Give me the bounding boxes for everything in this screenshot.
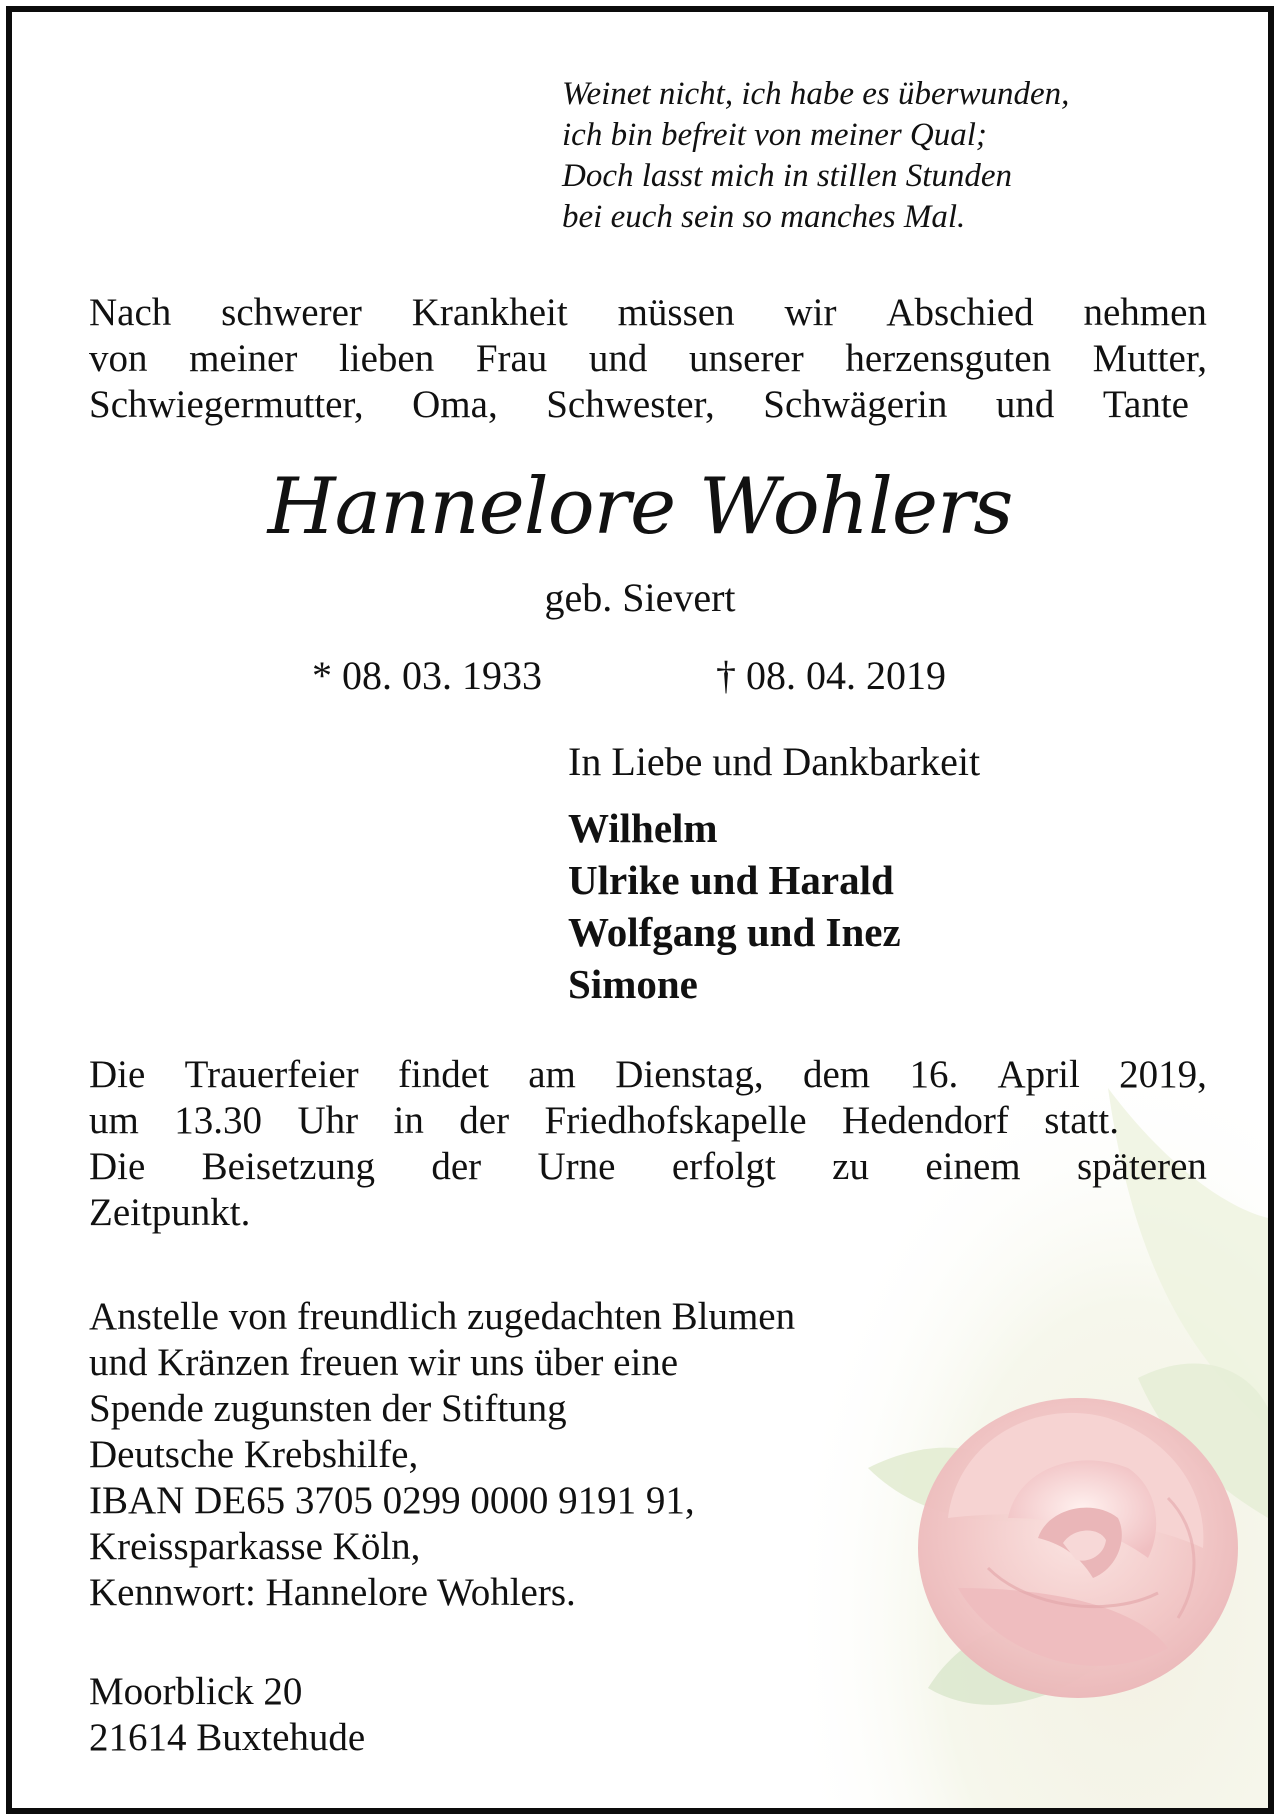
word: um: [89, 1099, 139, 1142]
word: Hedendorf: [842, 1099, 1009, 1142]
mourner-name: Simone: [568, 961, 698, 1007]
address-city: 21614 Buxtehude: [89, 1716, 366, 1759]
word: einem: [925, 1145, 1021, 1188]
word: der: [431, 1145, 482, 1188]
word: Zeitpunkt.: [89, 1191, 251, 1234]
mourners-intro: In Liebe und Dankbarkeit: [568, 739, 981, 784]
poem-line: bei euch sein so manches Mal.: [562, 199, 966, 235]
intro-text: [89, 290, 1207, 428]
word: dem: [802, 1053, 871, 1096]
word: 16.: [909, 1053, 959, 1096]
word: von: [89, 337, 148, 380]
word: Uhr: [297, 1099, 359, 1142]
word: nehmen: [1083, 291, 1207, 334]
poem-line: ich bin befreit von meiner Qual;: [562, 117, 987, 153]
death-date: † 08. 04. 2019: [716, 653, 946, 698]
word: Die: [89, 1053, 146, 1096]
mourner-name: Ulrike und Harald: [568, 857, 894, 903]
deceased-name: Hannelore Wohlers: [267, 462, 1013, 552]
donation-line: und Kränzen freuen wir uns über eine: [89, 1341, 679, 1384]
word: Friedhofskapelle: [544, 1099, 807, 1142]
word: schwerer: [221, 291, 362, 334]
donation-line: Deutsche Krebshilfe,: [89, 1433, 419, 1476]
word: findet: [397, 1053, 489, 1096]
address: [89, 1669, 365, 1761]
word: Oma,: [412, 383, 498, 426]
funeral-line: [89, 1144, 1207, 1190]
word: und: [588, 337, 648, 380]
word: Schwiegermutter,: [89, 383, 364, 426]
word: müssen: [617, 291, 735, 334]
word: wir: [784, 291, 837, 334]
word: in: [393, 1099, 424, 1142]
word: erfolgt: [671, 1145, 776, 1188]
mourner-name: Wilhelm: [568, 805, 718, 851]
funeral-line: [89, 1052, 1207, 1098]
word: späteren: [1076, 1145, 1207, 1188]
word: Tante: [1102, 383, 1189, 426]
word: Schwester,: [546, 383, 715, 426]
mourner-name: Wolfgang und Inez: [568, 909, 901, 955]
iban: IBAN DE65 3705 0299 0000 9191 91,: [89, 1479, 695, 1522]
word: Die: [89, 1145, 146, 1188]
word: der: [459, 1099, 510, 1142]
word: Krankheit: [411, 291, 568, 334]
funeral-text: [89, 1052, 1207, 1236]
funeral-line: [89, 1190, 1207, 1236]
word: Trauerfeier: [184, 1053, 359, 1096]
donation-line: Anstelle von freundlich zugedachten Blumen: [89, 1295, 796, 1338]
word: zu: [832, 1145, 869, 1188]
word: meiner: [189, 337, 298, 380]
donation-line: Spende zugunsten der Stiftung: [89, 1387, 567, 1430]
mourner-names: [568, 802, 901, 1010]
maiden-name: geb. Sievert: [544, 575, 736, 620]
word: und: [995, 383, 1055, 426]
word: Schwägerin: [763, 383, 948, 426]
donation-line: Kreissparkasse Köln,: [89, 1525, 421, 1568]
intro-line: [89, 336, 1207, 382]
word: am: [528, 1053, 576, 1096]
birth-date: * 08. 03. 1933: [312, 653, 542, 698]
word: Abschied: [886, 291, 1034, 334]
word: Urne: [537, 1145, 616, 1188]
word: Frau: [475, 337, 548, 380]
word: Nach: [89, 291, 172, 334]
funeral-line: [89, 1098, 1119, 1144]
word: April: [997, 1053, 1080, 1096]
intro-line: [89, 382, 1189, 428]
word: Beisetzung: [201, 1145, 375, 1188]
address-street: Moorblick 20: [89, 1670, 303, 1713]
donation-text: [89, 1294, 795, 1616]
word: herzensguten: [845, 337, 1052, 380]
donation-line: Kennwort: Hannelore Wohlers.: [89, 1571, 576, 1614]
intro-line: [89, 290, 1207, 336]
word: lieben: [338, 337, 435, 380]
word: Mutter,: [1092, 337, 1207, 380]
word: statt.: [1044, 1099, 1119, 1142]
word: 2019,: [1119, 1053, 1207, 1096]
poem-line: Weinet nicht, ich habe es überwunden,: [562, 76, 1070, 112]
word: 13.30: [174, 1099, 263, 1142]
word: unserer: [688, 337, 804, 380]
obituary-notice: [6, 6, 1274, 1814]
word: Dienstag,: [615, 1053, 764, 1096]
poem-line: Doch lasst mich in stillen Stunden: [562, 158, 1013, 194]
poem: [562, 74, 1069, 238]
